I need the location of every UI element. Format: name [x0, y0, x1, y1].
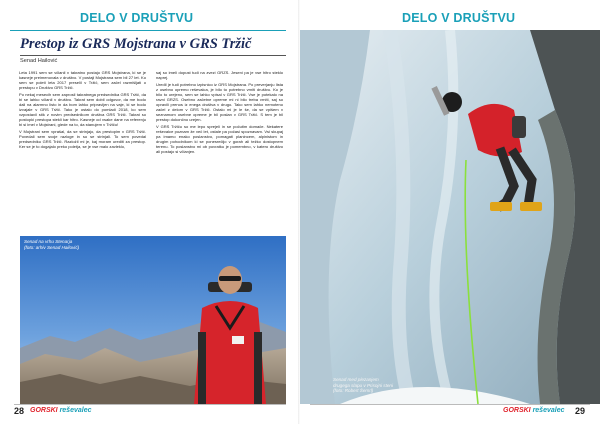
section-title-right: DELO V DRUŠTVU: [402, 11, 516, 25]
section-header-left: [10, 8, 286, 31]
paragraph: Po nekaj mesecih sem zaprosil takratnega predsednika GRS Tržič, da bi se lahko včlanil v društvo. Takrat sem dobil odgovor, da me bodo dali na alarmno listo in da bom lahko pripravljen na vaje, ki se bodo izvajale v GRS Tržič. Tako je ostalo do pomladi 2018, ko sem vzpostavil stik z novim predsednikom društva GRS Tržič. Takrat so postopki prestopa stekli kar hitro. Kasneje od vsake dane na referenju bi si imel v Mojstrani, glede na to, da stanujem v Tržiču!: [19, 91, 146, 128]
summit-photo: [20, 236, 286, 404]
magazine-name-part: reševalec: [57, 407, 92, 414]
paragraph: Leta 1991 sem se včlanil v takratno postajo GRS Mojstrana, ki se je kasneje preimenovala v društvo. V postaji Mojstrana sem bil 27 let. Ko sem se poleti leta 2017 preselil v Tržič, sem začel razmišljati o prestopu v Društvo GRS Tržič.: [19, 70, 146, 91]
paragraph: saj so imeli dopust tudi na zvezi GRZS. Jeseni pa je vse hitro steklo naprej.: [156, 70, 283, 81]
caption-line: Senad na vrhu Stenarja: [24, 239, 73, 244]
paragraph: V Mojstrani sem vprašal, da se strinjajo, da prestopim v GRS Tržič. Povedali sem svoje razloge in so se strinjali. To sem povedal predsedniku GRS Tržič. Razložil mi je, kaj moram urediti za prestop. Ker se je to dogajalo preko poletja, se je vse malo zavleklo,: [19, 128, 146, 149]
right-page: [300, 0, 600, 424]
article-column-2: [156, 70, 283, 156]
magazine-name-part: reševalec: [530, 407, 565, 414]
article-column-1: [19, 70, 146, 150]
paragraph: Uredil je tudi potrebno izpisnico iz GRS Mojstrana. Po preverjanju lista z osebno opremo reševalca, je bilo to potrebno vrniti društvu. Ko je bilo to urejeno, sem se lahko vpisal v GRS Tržič. Vse je potekalo na ravni GRZS. Osebno začetne opreme mi ni bilo treba vrniti, saj so opravili prenos iz enega društva v drugo. Tako sem lahko nemoteno začel z delom v GRS Tržič. Ostalo mi je le še, da se vpišem v seznamom osebne opreme je bil poslan v GRS Tržič. S tem je bil prestop dokončno urejen.: [156, 81, 283, 123]
caption-line: (foto: Robert Šemrl): [333, 388, 374, 394]
page-number-left: 28: [14, 406, 25, 416]
summit-photo-image: [20, 236, 286, 404]
footer-divider-right: [310, 404, 590, 405]
magazine-name-right: [503, 407, 565, 414]
article-title: Prestop iz GRS Mojstrana v GRS Tržič: [20, 36, 252, 52]
caption-line: (foto: arhiv Senad Hailović): [24, 244, 80, 250]
footer-divider-left: [14, 404, 286, 405]
ice-climbing-photo-caption: [333, 377, 393, 394]
title-divider: [20, 55, 286, 56]
magazine-name-part: GORSKI: [503, 407, 531, 414]
magazine-name-part: GORSKI: [30, 407, 58, 414]
ice-climbing-photo: [300, 30, 600, 404]
caption-line: Senad med plezanjem: [333, 377, 379, 382]
magazine-name-left: [30, 407, 92, 414]
caption-line: drugega slapu v Prisojni steni: [333, 382, 394, 388]
section-header-right: [310, 8, 594, 31]
summit-photo-caption: [24, 239, 79, 250]
article-author: Senad Hailović: [20, 58, 58, 64]
paragraph: V GRS Tržiču so me lepo sprejeli in se počutim domače. Nekatere reševalce poznam že več let, ostale pa počasi spoznavam. Vsi skupaj pa imamo enako poslanstvo, pomagati planincem, alpinistom in drugim pohodnikom ki se ponesrečijo v gorah ali težko dostopnem terenu. To poslanstvo mi ob povratku je pomembno, v katero društvo ali postajo si včlanjen.: [156, 123, 283, 154]
section-title-left: DELO V DRUŠTVU: [80, 11, 194, 25]
ice-climbing-photo-image: [300, 30, 600, 404]
page-number-right: 29: [575, 406, 586, 416]
